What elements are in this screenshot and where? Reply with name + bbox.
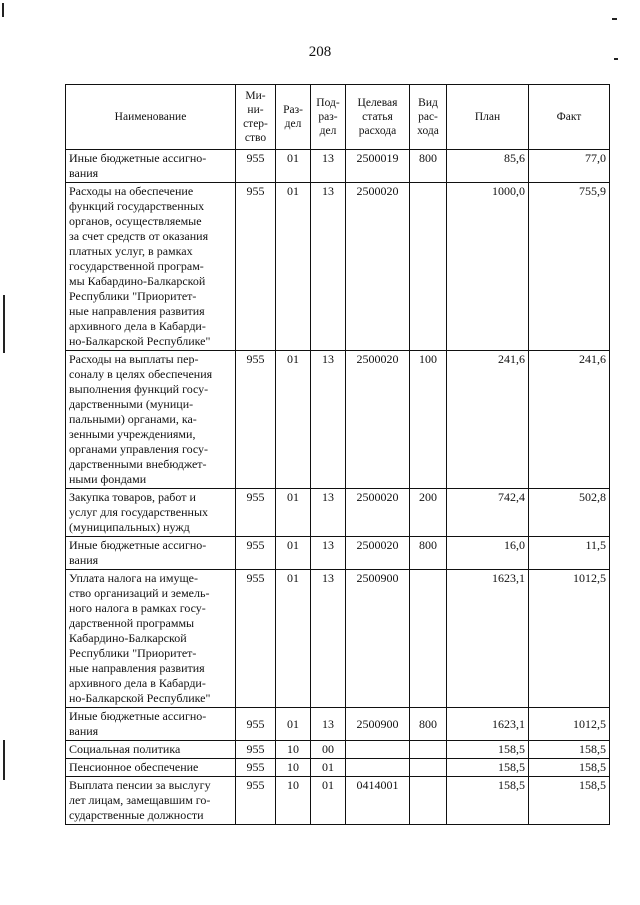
cell-type: [410, 741, 447, 759]
cell-fact: 158,5: [529, 777, 610, 825]
cell-subsection: 01: [311, 759, 346, 777]
cell-target: 0414001: [346, 777, 410, 825]
header-target: Целевая статья расхода: [346, 85, 410, 150]
table-row: [66, 777, 610, 825]
cell-type: 200: [410, 489, 447, 537]
cell-type: 800: [410, 708, 447, 741]
cell-target: 2500020: [346, 183, 410, 351]
table-row: [66, 489, 610, 537]
cell-section: 10: [276, 741, 311, 759]
cell-ministry: 955: [236, 708, 276, 741]
cell-plan: 742,4: [447, 489, 529, 537]
cell-plan: 1000,0: [447, 183, 529, 351]
cell-ministry: 955: [236, 777, 276, 825]
cell-name: Иные бюджетные ассигно- вания: [66, 537, 236, 570]
table-row: [66, 537, 610, 570]
cell-type: 800: [410, 537, 447, 570]
header-fact: Факт: [529, 85, 610, 150]
cell-plan: 85,6: [447, 150, 529, 183]
cell-name: Социальная политика: [66, 741, 236, 759]
cell-name: Пенсионное обеспечение: [66, 759, 236, 777]
cell-section: 01: [276, 570, 311, 708]
cell-ministry: 955: [236, 489, 276, 537]
budget-rows: [66, 150, 610, 825]
cell-name: Иные бюджетные ассигно- вания: [66, 150, 236, 183]
cell-section: 10: [276, 777, 311, 825]
cell-ministry: 955: [236, 570, 276, 708]
cell-ministry: 955: [236, 183, 276, 351]
cell-target: 2500900: [346, 708, 410, 741]
table-row: [66, 150, 610, 183]
table-row: [66, 183, 610, 351]
cell-fact: 158,5: [529, 759, 610, 777]
budget-table: [65, 84, 610, 825]
scan-mark-top-left: [2, 3, 4, 17]
table-row: [66, 759, 610, 777]
cell-plan: 241,6: [447, 351, 529, 489]
cell-fact: 241,6: [529, 351, 610, 489]
scan-mark-top-right: [612, 18, 617, 20]
cell-plan: 1623,1: [447, 708, 529, 741]
cell-section: 01: [276, 150, 311, 183]
cell-target: 2500900: [346, 570, 410, 708]
cell-name: Закупка товаров, работ и услуг для государственных (муниципальных) нужд: [66, 489, 236, 537]
cell-ministry: 955: [236, 759, 276, 777]
cell-ministry: 955: [236, 351, 276, 489]
cell-section: 01: [276, 537, 311, 570]
cell-name: Иные бюджетные ассигно- вания: [66, 708, 236, 741]
cell-subsection: 13: [311, 708, 346, 741]
cell-type: [410, 777, 447, 825]
cell-type: [410, 759, 447, 777]
cell-subsection: 13: [311, 150, 346, 183]
table-row: [66, 351, 610, 489]
table-row: [66, 708, 610, 741]
cell-type: [410, 183, 447, 351]
cell-plan: 158,5: [447, 741, 529, 759]
cell-type: 800: [410, 150, 447, 183]
cell-ministry: 955: [236, 741, 276, 759]
cell-type: 100: [410, 351, 447, 489]
cell-target: 2500019: [346, 150, 410, 183]
header-section: Раз- дел: [276, 85, 311, 150]
cell-subsection: 13: [311, 183, 346, 351]
cell-name: Расходы на выплаты пер- соналу в целях обеспечения выполнения функций госу- дарственными (муници- пальными) органами, ка- зенными учреждениями, органами управления госу- дарственными внебюджет- ными фондами: [66, 351, 236, 489]
page-number: 208: [308, 44, 332, 60]
cell-ministry: 955: [236, 537, 276, 570]
cell-name: Выплата пенсии за выслугу лет лицам, замещавшим го- сударственные должности: [66, 777, 236, 825]
cell-name: Расходы на обеспечение функций государственных органов, осуществляемые за счет средств от оказания платных услуг, в рамках государственной програм- мы Кабардино-Балкарской Республики "Приоритет- ные направления развития архивного дела в Кабарди- но-Балкарской Республике": [66, 183, 236, 351]
cell-plan: 1623,1: [447, 570, 529, 708]
cell-fact: 11,5: [529, 537, 610, 570]
cell-subsection: 13: [311, 489, 346, 537]
cell-type: [410, 570, 447, 708]
cell-section: 01: [276, 489, 311, 537]
header-row: [66, 85, 610, 150]
cell-subsection: 13: [311, 351, 346, 489]
cell-fact: 502,8: [529, 489, 610, 537]
cell-target: 2500020: [346, 537, 410, 570]
cell-target: [346, 741, 410, 759]
cell-fact: 158,5: [529, 741, 610, 759]
cell-subsection: 01: [311, 777, 346, 825]
cell-section: 01: [276, 351, 311, 489]
table-row: [66, 570, 610, 708]
scan-mark-left-2: [3, 740, 5, 780]
cell-target: [346, 759, 410, 777]
header-subsection: Под- раз- дел: [311, 85, 346, 150]
cell-plan: 158,5: [447, 759, 529, 777]
cell-plan: 16,0: [447, 537, 529, 570]
cell-subsection: 00: [311, 741, 346, 759]
header-type: Вид рас- хода: [410, 85, 447, 150]
table-row: [66, 741, 610, 759]
cell-fact: 77,0: [529, 150, 610, 183]
cell-target: 2500020: [346, 351, 410, 489]
cell-target: 2500020: [346, 489, 410, 537]
cell-name: Уплата налога на имуще- ство организаций и земель- ного налога в рамках госу- дарственной программы Кабардино-Балкарской Республики "Приоритет- ные направления развития архивного дела в Кабарди- но-Балкарской Республике": [66, 570, 236, 708]
header-name: Наименование: [66, 85, 236, 150]
cell-subsection: 13: [311, 537, 346, 570]
cell-subsection: 13: [311, 570, 346, 708]
scan-mark-left-1: [3, 295, 5, 353]
cell-fact: 755,9: [529, 183, 610, 351]
cell-ministry: 955: [236, 150, 276, 183]
cell-section: 01: [276, 708, 311, 741]
cell-section: 01: [276, 183, 311, 351]
header-ministry: Ми- ни- стер- ство: [236, 85, 276, 150]
cell-fact: 1012,5: [529, 570, 610, 708]
cell-fact: 1012,5: [529, 708, 610, 741]
header-plan: План: [447, 85, 529, 150]
cell-section: 10: [276, 759, 311, 777]
cell-plan: 158,5: [447, 777, 529, 825]
